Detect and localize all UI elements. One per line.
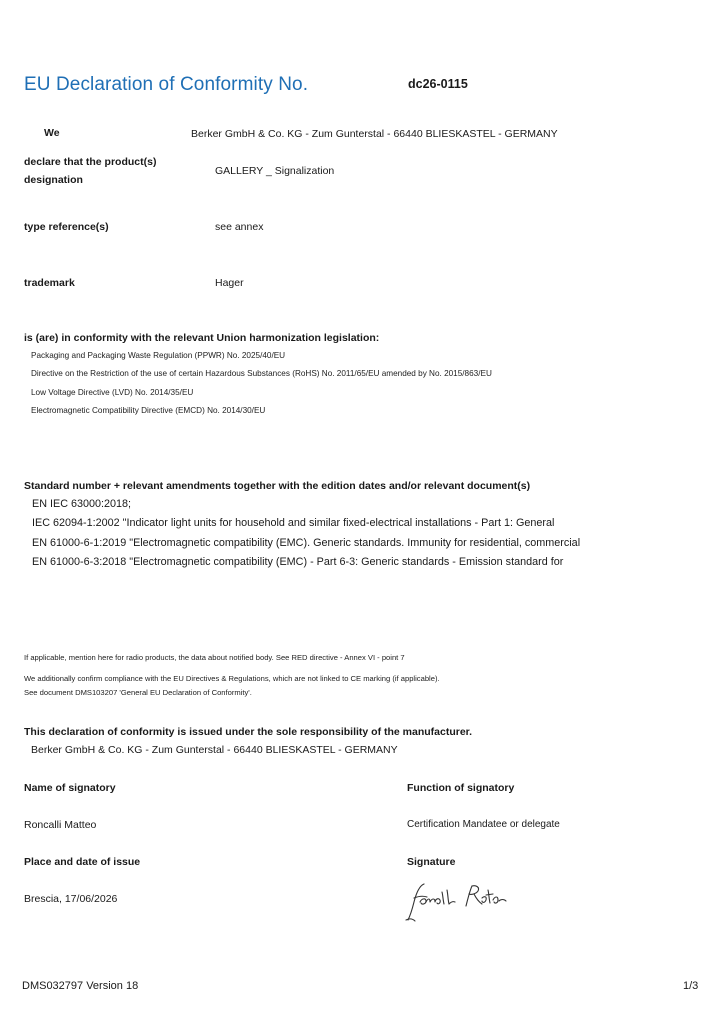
legislation-heading: is (are) in conformity with the relevant Union harmonization legislation: bbox=[24, 332, 380, 344]
radio-products-note: If applicable, mention here for radio products, the data about notified body. See RED directive - Annex VI - point 7 bbox=[24, 653, 405, 662]
product-designation: GALLERY _ Signalization bbox=[215, 165, 335, 177]
handwritten-signature bbox=[402, 876, 520, 924]
type-reference-value: see annex bbox=[215, 221, 264, 233]
manufacturer-address: Berker GmbH & Co. KG - Zum Gunterstal - 66440 BLIESKASTEL - GERMANY bbox=[191, 128, 558, 140]
product-label-line1: declare that the product(s) bbox=[24, 156, 157, 168]
trademark-value: Hager bbox=[215, 277, 244, 289]
standards-heading: Standard number + relevant amendments together with the edition dates and/or relevant document(s) bbox=[24, 480, 531, 492]
signatory-function: Certification Mandatee or delegate bbox=[407, 819, 560, 830]
legislation-item: Packaging and Packaging Waste Regulation (PPWR) No. 2025/40/EU bbox=[31, 351, 286, 360]
legislation-item: Electromagnetic Compatibility Directive (EMCD) No. 2014/30/EU bbox=[31, 406, 266, 415]
page-number: 1/3 bbox=[683, 980, 699, 992]
place-date-label: Place and date of issue bbox=[24, 856, 141, 868]
general-declaration-reference: See document DMS103207 'General EU Declaration of Conformity'. bbox=[24, 688, 252, 697]
document-title: EU Declaration of Conformity No. bbox=[24, 74, 309, 95]
standard-item: IEC 62094-1:2002 "Indicator light units for household and similar fixed-electrical installations - Part 1: General bbox=[32, 517, 555, 529]
standard-item: EN 61000-6-3:2018 "Electromagnetic compatibility (EMC) - Part 6-3: Generic standards - Emission standard for bbox=[32, 556, 564, 568]
signatory-name: Roncalli Matteo bbox=[24, 819, 97, 831]
standard-item: EN 61000-6-1:2019 "Electromagnetic compatibility (EMC). Generic standards. Immunity for residential, commercial bbox=[32, 537, 581, 549]
trademark-label: trademark bbox=[24, 277, 75, 289]
declaration-number: dc26-0115 bbox=[408, 77, 468, 91]
document-version: DMS032797 Version 18 bbox=[22, 980, 139, 992]
place-and-date: Brescia, 17/06/2026 bbox=[24, 893, 118, 905]
signatory-name-label: Name of signatory bbox=[24, 782, 116, 794]
signatory-function-label: Function of signatory bbox=[407, 782, 515, 794]
standard-item: EN IEC 63000:2018; bbox=[32, 498, 132, 510]
responsibility-heading: This declaration of conformity is issued under the sole responsibility of the manufacturer. bbox=[24, 726, 473, 738]
legislation-item: Directive on the Restriction of the use of certain Hazardous Substances (RoHS) No. 2011/65/EU amended by No. 2015/863/EU bbox=[31, 369, 492, 378]
type-reference-label: type reference(s) bbox=[24, 221, 109, 233]
product-label-line2: designation bbox=[24, 174, 83, 186]
signature-label: Signature bbox=[407, 856, 456, 868]
legislation-item: Low Voltage Directive (LVD) No. 2014/35/EU bbox=[31, 388, 194, 397]
additional-compliance-note: We additionally confirm compliance with the EU Directives & Regulations, which are not linked to CE marking (if applicable). bbox=[24, 674, 440, 683]
manufacturer-address-footer: Berker GmbH & Co. KG - Zum Gunterstal - 66440 BLIESKASTEL - GERMANY bbox=[31, 744, 398, 756]
we-label: We bbox=[44, 127, 60, 139]
